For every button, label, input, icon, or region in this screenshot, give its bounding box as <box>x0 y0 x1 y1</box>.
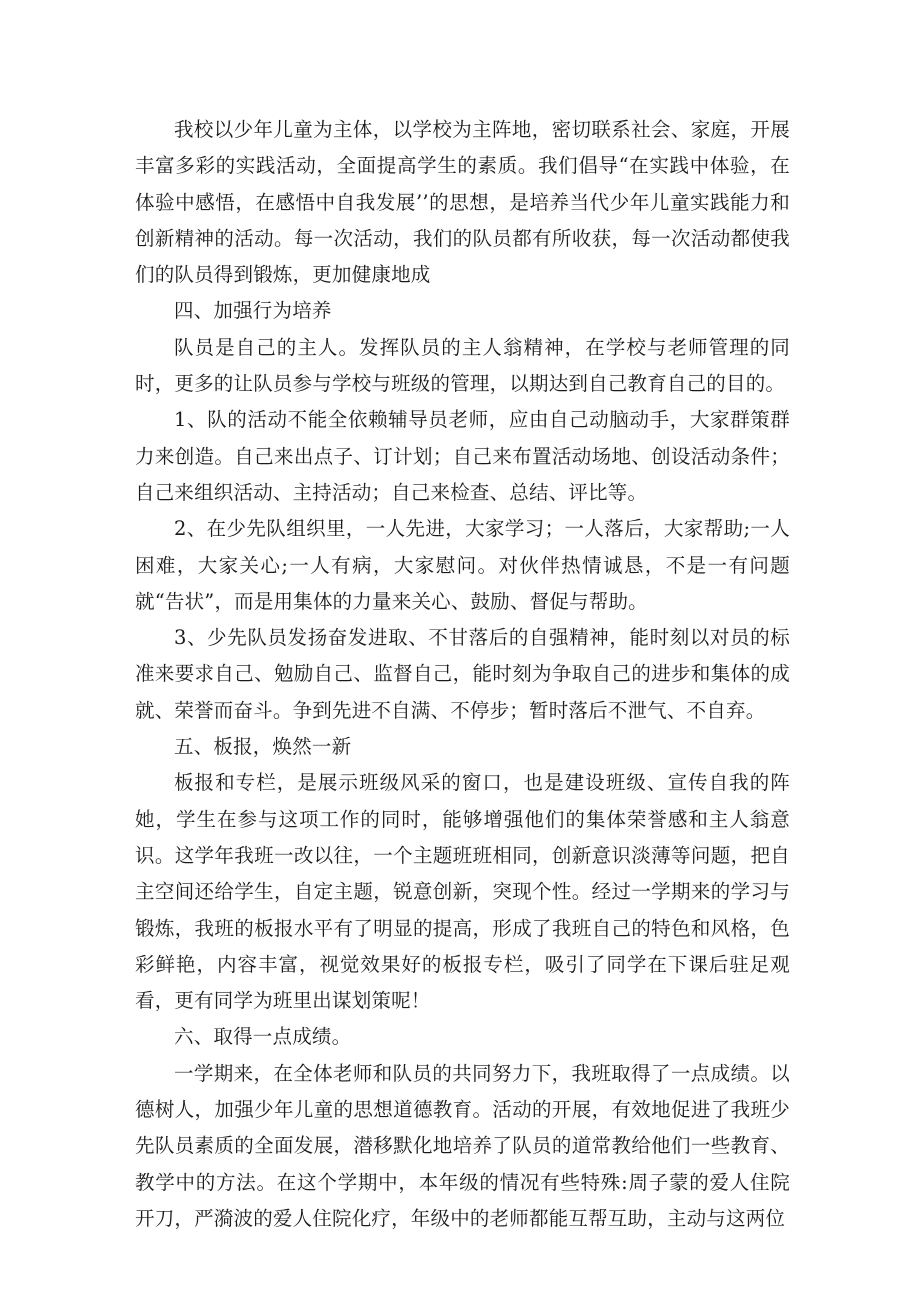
list-item-2: 2、在少先队组织里，一人先进，大家学习；一人落后，大家帮助;一人困难，大家关心;一人有病，大家慰问。对伙伴热情诚恳，不是一有问题就“告状”，而是用集体的力量来关心、鼓励、督促与帮助。 <box>135 517 790 613</box>
paragraph-team-masters: 队员是自己的主人。发挥队员的主人翁精神，在学校与老师管理的同时，更多的让队员参与学校与班级的管理，以期达到自己教育自己的目的。 <box>135 335 790 396</box>
paragraph-blackboard: 板报和专栏，是展示班级风采的窗口，也是建设班级、宣传自我的阵她，学生在参与这项工作的同时，能够增强他们的集体荣誉感和主人翁意识。这学年我班一改以往，一个主题班班相同，创新意识淡薄等问题，把自主空间还给学生，自定主题，锐意创新，突现个性。经过一学期来的学习与锻炼，我班的板报水平有了明显的提高，形成了我班自己的特色和风格，色彩鲜艳，内容丰富，视觉效果好的板报专栏，吸引了同学在下课后驻足观看，更有同学为班里出谋划策呢！ <box>135 771 790 1013</box>
paragraph-achievements: 一学期来，在全体老师和队员的共同努力下，我班取得了一点成绩。以德树人，加强少年儿童的思想道德教育。活动的开展，有效地促进了我班少先队员素质的全面发展，潜移默化地培养了队员的道常教给他们一些教育、教学中的方法。在这个学期中，本年级的情况有些特殊:周子蒙的爱人住院开刀，严漪波的爱人住院化疗，年级中的老师都能互帮互助，主动与这两位 <box>135 1061 790 1230</box>
section-heading-achievements: 六、取得一点成绩。 <box>174 1025 352 1049</box>
document-body <box>135 112 790 1237</box>
paragraph-practice-activities: 我校以少年儿童为主体，以学校为主阵地，密切联系社会、家庭，开展丰富多彩的实践活动，全面提高学生的素质。我们倡导“在实践中体验，在体验中感悟，在感悟中自我发展’’的思想，是培养当代少年儿童实践能力和创新精神的活动。每一次活动，我们的队员都有所收获，每一次活动都使我们的队员得到锻炼，更加健康地成 <box>135 118 790 287</box>
list-item-1: 1、队的活动不能全依赖辅导员老师，应由自己动脑动手，大家群策群力来创造。自己来出点子、订计划；自己来布置活动场地、创设活动条件；自己来组织活动、主持活动；自己来检查、总结、评比等。 <box>135 408 790 504</box>
section-heading-blackboard: 五、板报，焕然一新 <box>174 735 352 759</box>
list-item-3: 3、少先队员发扬奋发进取、不甘落后的自强精神，能时刻以对员的标准来要求自己、勉励自己、监督自己，能时刻为争取自己的进步和集体的成就、荣誉而奋斗。争到先进不自满、不停步；暂时落后不泄气、不自弃。 <box>135 626 790 722</box>
section-heading-behavior: 四、加强行为培养 <box>174 299 332 323</box>
